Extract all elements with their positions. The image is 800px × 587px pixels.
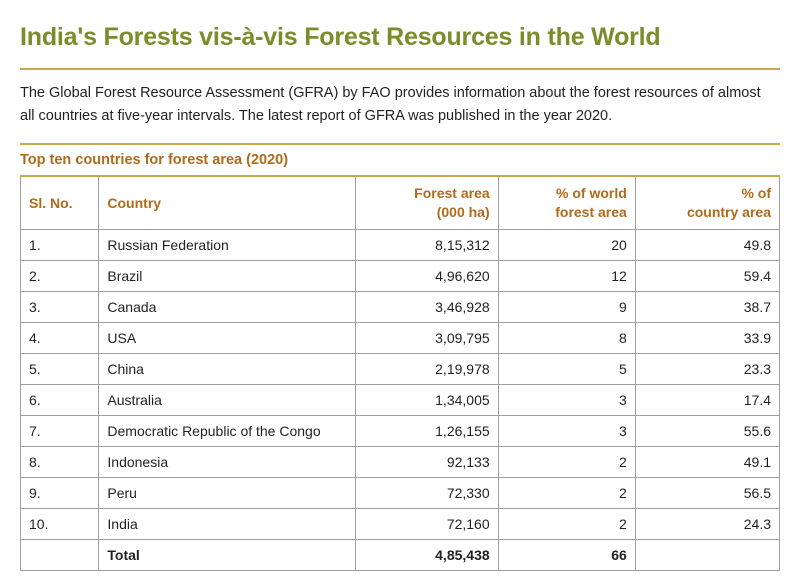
cell-forest-area: 72,330 — [355, 477, 498, 508]
table-body — [21, 229, 780, 570]
cell-country: India — [99, 508, 355, 539]
table-row — [21, 260, 780, 291]
column-header-country-share-line2: country area — [686, 204, 771, 221]
cell-country: Indonesia — [99, 446, 355, 477]
cell-country: Canada — [99, 291, 355, 322]
cell-world-share: 5 — [498, 353, 635, 384]
cell-country: China — [99, 353, 355, 384]
cell-sl-no: 2. — [21, 260, 99, 291]
page-title: India's Forests vis-à-vis Forest Resources in the World — [20, 22, 661, 51]
column-header-country-share — [635, 176, 779, 229]
cell-total-label: Total — [99, 539, 355, 570]
cell-forest-area: 3,46,928 — [355, 291, 498, 322]
cell-world-share: 8 — [498, 322, 635, 353]
cell-sl-no: 3. — [21, 291, 99, 322]
cell-sl-no: 7. — [21, 415, 99, 446]
cell-country-share: 55.6 — [635, 415, 779, 446]
cell-sl-no: 8. — [21, 446, 99, 477]
cell-country-share: 56.5 — [635, 477, 779, 508]
cell-country-share: 17.4 — [635, 384, 779, 415]
cell-forest-area: 1,26,155 — [355, 415, 498, 446]
table-row — [21, 229, 780, 260]
table-row — [21, 477, 780, 508]
table-total-row — [21, 539, 780, 570]
cell-world-share: 20 — [498, 229, 635, 260]
table-row — [21, 353, 780, 384]
column-header-world-share — [498, 176, 635, 229]
table-header — [21, 176, 780, 229]
cell-country: Brazil — [99, 260, 355, 291]
table-row — [21, 446, 780, 477]
cell-country-share: 24.3 — [635, 508, 779, 539]
cell-total-forest-area: 4,85,438 — [355, 539, 498, 570]
column-header-country-share-line1: % of — [741, 185, 771, 202]
column-header-world-share-line2: forest area — [555, 204, 627, 221]
cell-sl-no: 9. — [21, 477, 99, 508]
cell-country-share: 49.8 — [635, 229, 779, 260]
title-divider — [20, 68, 780, 70]
section-divider — [20, 143, 780, 145]
column-header-forest-area-line2: (000 ha) — [436, 204, 490, 221]
document-page — [0, 17, 800, 587]
column-header-sl-no: Sl. No. — [21, 176, 99, 229]
cell-world-share: 9 — [498, 291, 635, 322]
column-header-world-share-line1: % of world — [556, 185, 627, 202]
cell-forest-area: 92,133 — [355, 446, 498, 477]
table-header-row — [21, 176, 780, 229]
cell-world-share: 3 — [498, 415, 635, 446]
cell-world-share: 2 — [498, 446, 635, 477]
cell-country: Russian Federation — [99, 229, 355, 260]
cell-country: Peru — [99, 477, 355, 508]
table-caption: Top ten countries for forest area (2020) — [20, 152, 289, 169]
cell-forest-area: 2,19,978 — [355, 353, 498, 384]
cell-total-sl-no — [21, 539, 99, 570]
cell-total-country-share — [635, 539, 779, 570]
table-row — [21, 508, 780, 539]
cell-forest-area: 72,160 — [355, 508, 498, 539]
cell-sl-no: 1. — [21, 229, 99, 260]
forest-area-table — [20, 175, 780, 571]
cell-country-share: 33.9 — [635, 322, 779, 353]
cell-world-share: 12 — [498, 260, 635, 291]
cell-forest-area: 8,15,312 — [355, 229, 498, 260]
cell-sl-no: 4. — [21, 322, 99, 353]
cell-forest-area: 3,09,795 — [355, 322, 498, 353]
cell-sl-no: 5. — [21, 353, 99, 384]
cell-forest-area: 4,96,620 — [355, 260, 498, 291]
table-row — [21, 384, 780, 415]
cell-total-world-share: 66 — [498, 539, 635, 570]
cell-country-share: 59.4 — [635, 260, 779, 291]
column-header-forest-area-line1: Forest area — [414, 185, 490, 202]
cell-world-share: 2 — [498, 477, 635, 508]
table-row — [21, 415, 780, 446]
cell-sl-no: 10. — [21, 508, 99, 539]
cell-world-share: 3 — [498, 384, 635, 415]
cell-forest-area: 1,34,005 — [355, 384, 498, 415]
cell-country: USA — [99, 322, 355, 353]
cell-world-share: 2 — [498, 508, 635, 539]
column-header-country: Country — [99, 176, 355, 229]
cell-country: Australia — [99, 384, 355, 415]
cell-country-share: 49.1 — [635, 446, 779, 477]
table-row — [21, 322, 780, 353]
table-row — [21, 291, 780, 322]
column-header-forest-area — [355, 176, 498, 229]
cell-sl-no: 6. — [21, 384, 99, 415]
intro-paragraph: The Global Forest Resource Assessment (GFRA) by FAO provides information about the forest resources of almost all countries at five-year intervals. The latest report of GFRA was published in the year 2020. — [20, 85, 761, 124]
cell-country-share: 23.3 — [635, 353, 779, 384]
cell-country-share: 38.7 — [635, 291, 779, 322]
cell-country: Democratic Republic of the Congo — [99, 415, 355, 446]
